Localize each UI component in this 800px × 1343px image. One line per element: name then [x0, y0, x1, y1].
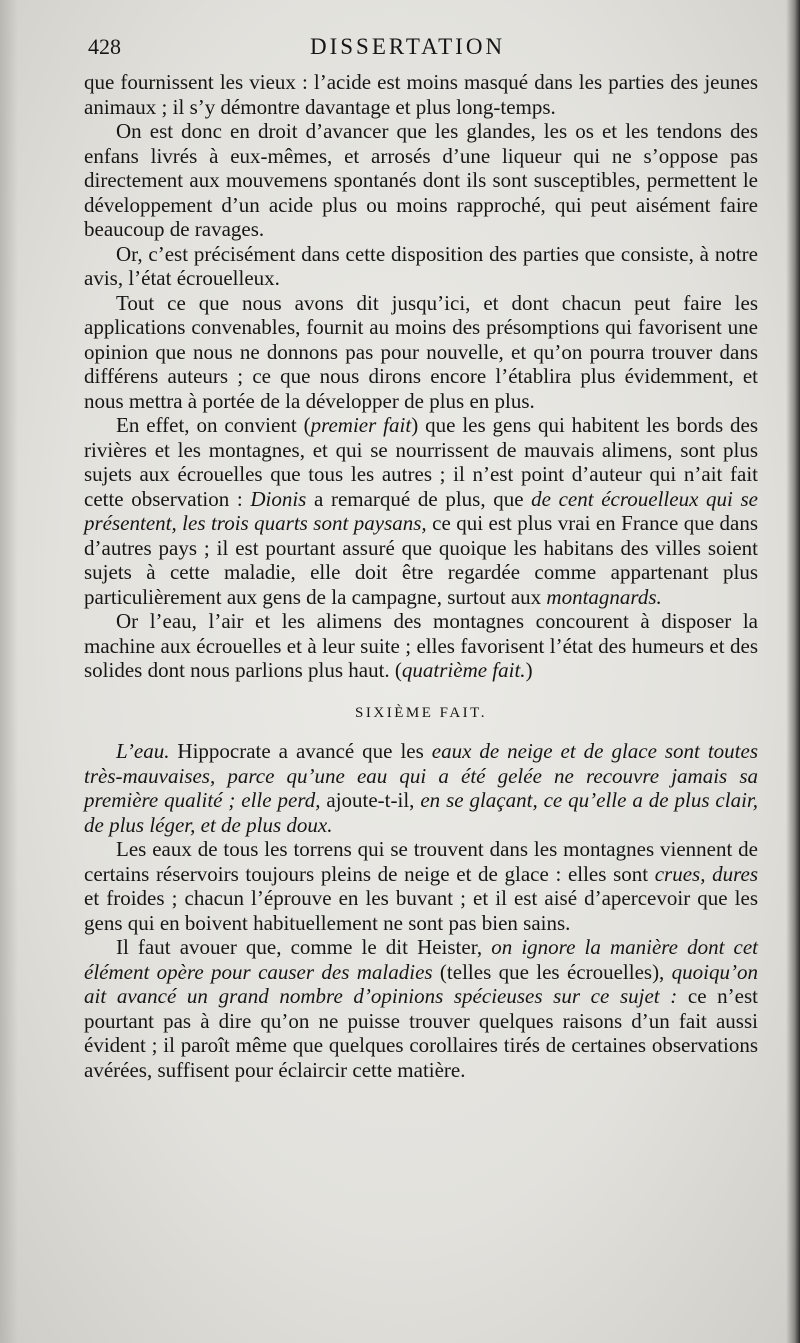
paragraph-4: Tout ce que nous avons dit jusqu’ici, et dont chacun peut faire les applications convenables, fournit au moins des présomptions qui favorisent une opinion que nous ne donnons pas pour nouvelle, et qu’on pourra trouver dans différens auteurs ; ce que nous dirons encore l’établira plus évidemment, et nous mettra à portée de la développer de plus en plus. [84, 290, 758, 413]
page-number: 428 [88, 34, 121, 59]
p9-italic-2: quoiqu’on ait avancé un grand nombre d’opinions spécieuses sur ce sujet : [84, 959, 758, 1008]
paragraph-5 [84, 413, 758, 609]
p6-italic-1: quatrième fait. [401, 658, 526, 682]
running-title: DISSERTATION [310, 34, 506, 59]
p6-text-1: Or l’eau, l’air et les alimens des montagnes concourent à disposer la machine aux écrouelles et à leur suite ; elles favorisent l’état des humeurs et des solides dont nous parlions plus haut. ( [84, 609, 758, 682]
paragraph-1: que fournissent les vieux : l’acide est moins masqué dans les parties des jeunes animaux ; il s’y démontre davantage et plus long-temps. [84, 70, 758, 119]
p6-text-2: ) [525, 658, 533, 682]
p5-italic-4: montagnards. [546, 584, 662, 609]
page-header [88, 30, 760, 70]
p9-text-2: (telles que les écrouelles), [432, 959, 672, 984]
paragraph-7 [84, 739, 758, 837]
p7-text-1: Hippocrate a avancé que les [169, 739, 432, 763]
p7-italic-2: eaux de neige et de glace sont toutes très-mauvaises, parce qu’une eau qui a été gelée ne recouvre jamais sa première qualité ; elle perd, [84, 739, 758, 812]
paragraph-2: On est donc en droit d’avancer que les glandes, les os et les tendons des enfans livrés à eux-mêmes, et arrosés d’une liqueur qui ne s’oppose pas directement aux mouvemens spontanés dont ils sont susceptibles, permettent le développement d’un acide plus ou moins rapproché, qui peut aisément faire beaucoup de ravages. [84, 119, 758, 241]
p9-text-3: ce n’est pourtant pas à dire qu’on ne puisse trouver quelques raisons d’un fait aussi évident ; il paroît même que quelques corollaires tirés de certaines observations avérées, suffisent pour éclaircir cette matière. [84, 984, 759, 1082]
p7-italic-1: L’eau. [116, 739, 170, 763]
page-shadow-left [0, 0, 18, 1343]
p5-text-1: En effet, on convient ( [116, 413, 311, 437]
section-heading: SIXIÈME FAIT. [355, 704, 487, 721]
body-text [84, 70, 758, 1082]
paragraph-6 [84, 609, 758, 683]
p9-text-1: Il faut avouer que, comme le dit Heister, [116, 935, 492, 959]
paragraph-8 [84, 837, 758, 935]
p9-italic-1: on ignore la manière dont cet élément opère pour causer des maladies [84, 935, 758, 984]
p5-italic-3: de cent écrouelleux qui se présentent, les trois quarts sont paysans, [84, 486, 758, 535]
p5-italic-1: premier fait [310, 413, 412, 437]
p8-text-1: Les eaux de tous les torrens qui se trouvent dans les montagnes viennent de certains réservoirs toujours pleins de neige et de glace : elles sont [84, 837, 758, 886]
p8-italic-1: crues, dures [654, 861, 758, 886]
page-shadow-right [786, 0, 800, 1343]
paragraph-9 [84, 935, 758, 1082]
p5-text-4: ce qui est plus vrai en France que dans d’autres pays ; il est pourtant assuré que quoique les habitans des villes soient sujets à cette maladie, elle doit être regardée comme appartenant plus particulièrement aux gens de la campagne, surtout aux [84, 511, 758, 609]
p8-text-2: et froides ; chacun l’éprouve en les buvant ; et il est aisé d’apercevoir que les gens qui en boivent habituellement ne sont pas bien sains. [84, 886, 758, 935]
paragraph-3: Or, c’est précisément dans cette disposition des parties que consiste, à notre avis, l’état écrouelleux. [84, 241, 758, 290]
p5-text-3: a remarqué de plus, que [306, 486, 532, 511]
p5-text-2: ) que les gens qui habitent les bords des rivières et les montagnes, et qui se nourrissent de mauvais alimens, sont plus sujets aux écrouelles que tous les autres ; il n’est point d’auteur qui n’ait fait cette observation : [84, 413, 759, 511]
p7-text-2: ajoute-t-il, [320, 788, 421, 812]
p5-italic-2: Dionis [250, 486, 307, 511]
p7-italic-3: en se glaçant, ce qu’elle a de plus clair, de plus léger, et de plus doux. [84, 788, 758, 837]
